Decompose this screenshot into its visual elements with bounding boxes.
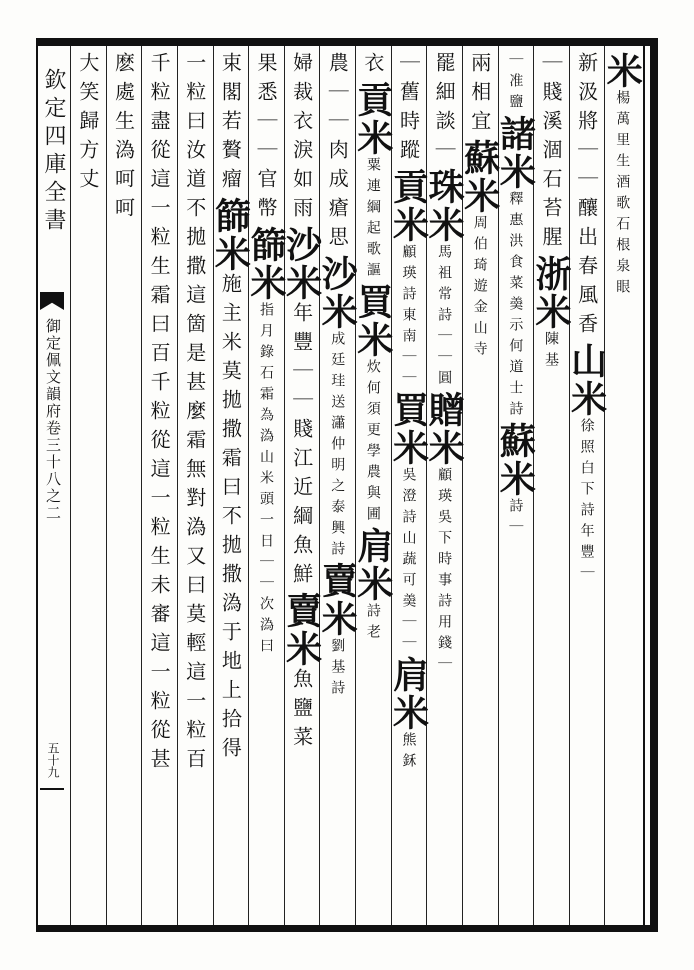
headword: 贈米	[423, 391, 466, 467]
text-column	[103, 52, 143, 922]
text-column	[531, 52, 571, 922]
frame-right-inner-border	[643, 46, 645, 925]
body-text: 農｜｜肉成瘡思	[325, 52, 350, 255]
text-column	[68, 52, 108, 922]
text-column	[246, 52, 286, 922]
headword: 賣米	[316, 562, 359, 638]
volume-title: 御定佩文韻府卷三十八之二	[44, 318, 62, 522]
headword: 米	[601, 52, 644, 90]
page-number: 五十九	[46, 742, 60, 778]
headword: 肩米	[351, 527, 394, 603]
headword: 肩米	[387, 656, 430, 732]
annotation-text: 指月錄石霜為溈山米頭一日｜｜次溈曰	[257, 302, 274, 659]
annotation-text: 熊鉌	[400, 732, 417, 774]
text-column	[460, 52, 500, 922]
annotation-text: 顧瑛詩東南｜｜	[400, 244, 417, 391]
annotation-text: 周伯琦遊金山寺	[471, 215, 488, 362]
text-column	[602, 52, 642, 922]
headword: 沙米	[280, 226, 323, 302]
frame-right-border	[650, 38, 658, 932]
annotation-text: 劉基詩	[329, 638, 346, 701]
text-column	[175, 52, 215, 922]
text-column	[317, 52, 357, 922]
annotation-text: 陳基	[542, 331, 559, 373]
headword: 貢米	[351, 81, 394, 157]
annotation-text: ｜准鹽	[507, 52, 524, 115]
annotation-text: 炊何須更學農與圃	[364, 359, 381, 527]
headword: 買米	[387, 391, 430, 467]
text-column	[388, 52, 428, 922]
annotation-text: 馬祖常詩｜｜圓	[436, 244, 453, 391]
text-column	[567, 52, 607, 922]
headword: 珠米	[423, 168, 466, 244]
book-title: 欽定四庫全書	[41, 68, 66, 236]
headword: 買米	[351, 283, 394, 359]
annotation-text: 詩老	[364, 603, 381, 645]
body-text: 施主米莫拋撒霜曰不拋撒溈于地上拾得	[218, 273, 243, 766]
body-text: 果悉｜｜官幣	[253, 52, 278, 226]
annotation-text: 釋惠洪食菜羮示何道士詩	[507, 191, 524, 422]
frame-bottom-border	[36, 925, 658, 932]
headword: 諸米	[494, 115, 537, 191]
body-text: 千粒盡從這一粒生霜曰百千粒從這一粒生未審這一粒從甚	[147, 52, 172, 777]
frame-top-border	[36, 38, 658, 46]
annotation-text: 徐照白下詩年豐｜	[578, 418, 595, 586]
body-text: 衣	[360, 52, 385, 81]
headword: 篩米	[209, 197, 252, 273]
text-column	[424, 52, 464, 922]
body-text: 罷細談｜	[432, 52, 457, 168]
annotation-text: 詩｜	[507, 498, 524, 540]
headword: 浙米	[529, 255, 572, 331]
headword: 賣米	[280, 592, 323, 668]
text-column	[495, 52, 535, 922]
headword: 蘇米	[458, 139, 501, 215]
annotation-text: 粟連綱起歌謳	[364, 157, 381, 283]
body-text: 束閣若贅瘤	[218, 52, 243, 197]
text-column	[353, 52, 393, 922]
body-text: 麽處生溈呵呵	[111, 52, 136, 226]
annotation-text: 吳澄詩山蔬可羮｜｜	[400, 467, 417, 656]
annotation-text: 楊萬里生酒歌石根泉眼	[614, 90, 631, 300]
text-column	[210, 52, 250, 922]
annotation-text: 顧瑛吳下時事詩用錢｜	[436, 467, 453, 677]
body-text: ｜賤溪涸石苔腥	[538, 52, 563, 255]
body-text: 新汲將｜｜釀出春風香	[574, 52, 599, 342]
body-text: 年豐｜｜賤江近綱魚鮮	[289, 302, 314, 592]
headword: 沙米	[316, 255, 359, 331]
text-column	[282, 52, 322, 922]
text-column	[139, 52, 179, 922]
body-text: 大笑歸方丈	[75, 52, 100, 197]
page-number-rule	[40, 788, 64, 790]
body-text: 魚鹽菜	[289, 668, 314, 755]
body-text: 一粒曰汝道不拋撒這箇是甚麼霜無對溈又曰莫輕這一粒百	[182, 52, 207, 777]
body-text: 兩相宜	[467, 52, 492, 139]
headword: 蘇米	[494, 422, 537, 498]
headword: 山米	[565, 342, 608, 418]
headword: 貢米	[387, 168, 430, 244]
body-text: 婦裁衣淚如雨	[289, 52, 314, 226]
body-text: ｜舊時蹤	[396, 52, 421, 168]
annotation-text: 成廷珪送瀟仲明之泰興詩	[329, 331, 346, 562]
headword: 篩米	[244, 226, 287, 302]
